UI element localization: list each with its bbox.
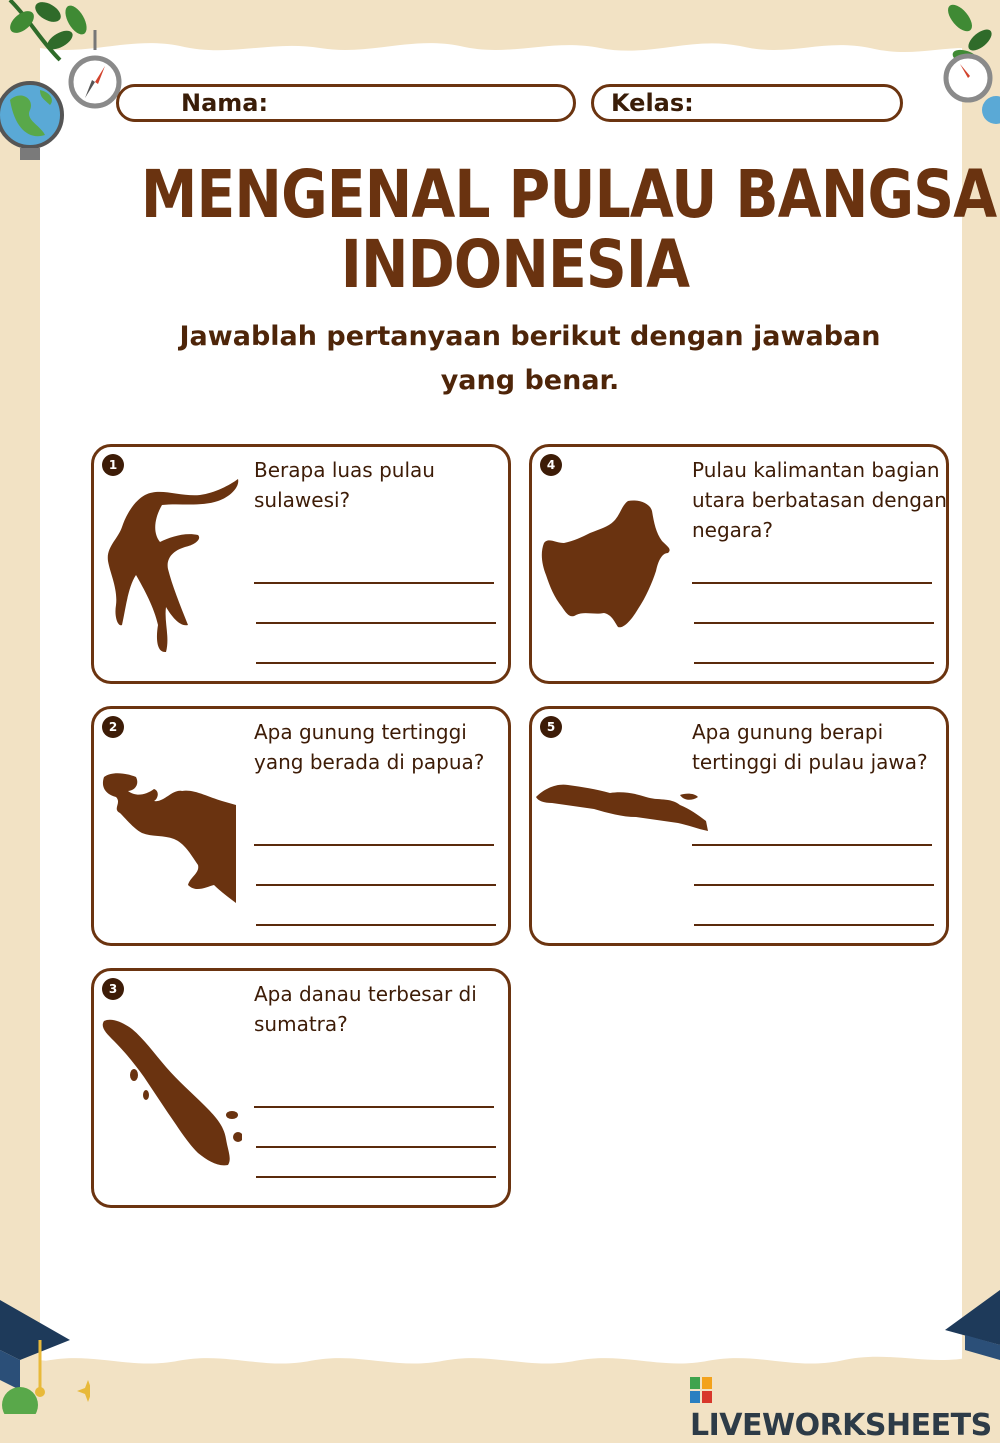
answer-line-1	[254, 582, 494, 584]
answer-line-2	[694, 622, 934, 624]
class-field[interactable]	[591, 84, 903, 122]
question-text: Berapa luas pulau sulawesi?	[254, 458, 435, 512]
answer-line-3	[694, 924, 934, 926]
globe-compass-decoration-icon	[0, 0, 130, 170]
answer-line-2	[256, 622, 496, 624]
instruction-text	[120, 315, 940, 403]
question-card-1	[91, 444, 511, 684]
sumatra-map-icon	[100, 1015, 242, 1171]
answer-line-2	[694, 884, 934, 886]
answer-line-1	[692, 844, 932, 846]
answer-line-3	[694, 662, 934, 664]
answer-line-1	[692, 582, 932, 584]
graduation-cap-right-decoration-icon	[945, 1290, 1000, 1370]
question-text: Apa danau terbesar di sumatra?	[254, 982, 477, 1036]
title-line-1: MENGENAL PULAU BANGSA	[140, 156, 997, 233]
liveworksheets-logo-icon	[690, 1377, 712, 1403]
answer-line-3	[256, 662, 496, 664]
logo-text: LIVEWORKSHEETS	[690, 1408, 992, 1443]
sulawesi-map-icon	[100, 477, 240, 657]
question-card-3	[91, 968, 511, 1208]
graduation-cap-decoration-icon	[0, 1280, 90, 1414]
question-text: Pulau kalimantan bagian utara berbatasan dengan negara?	[692, 458, 947, 542]
instruction-line-2: yang benar.	[440, 365, 620, 396]
instruction-line-1: Jawablah pertanyaan berikut dengan jawaban	[179, 321, 881, 352]
question-text: Apa gunung tertinggi yang berada di papua?	[254, 720, 485, 774]
name-field[interactable]	[116, 84, 576, 122]
papua-map-icon	[98, 767, 240, 907]
answer-line-2	[256, 1146, 496, 1148]
torn-paper-top-edge	[0, 0, 1000, 70]
answer-line-2	[256, 884, 496, 886]
title-line-2: INDONESIA	[340, 226, 690, 303]
kalimantan-map-icon	[538, 497, 674, 633]
question-number-badge: 3	[102, 978, 124, 1000]
question-number-badge: 1	[102, 454, 124, 476]
answer-line-3	[256, 924, 496, 926]
question-card-2	[91, 706, 511, 946]
name-label: Nama:	[181, 89, 269, 117]
liveworksheets-logo[interactable]	[690, 1373, 1000, 1443]
jawa-map-icon	[534, 779, 710, 839]
question-card-5	[529, 706, 949, 946]
compass-plant-decoration-icon	[930, 0, 1000, 140]
question-card-4	[529, 444, 949, 684]
answer-line-1	[254, 844, 494, 846]
page-title	[140, 156, 997, 303]
question-number-badge: 4	[540, 454, 562, 476]
class-label: Kelas:	[611, 89, 694, 117]
question-number-badge: 5	[540, 716, 562, 738]
answer-line-1	[254, 1106, 494, 1108]
question-text: Apa gunung berapi tertinggi di pulau jawa?	[692, 720, 928, 774]
answer-line-3	[256, 1176, 496, 1178]
question-number-badge: 2	[102, 716, 124, 738]
